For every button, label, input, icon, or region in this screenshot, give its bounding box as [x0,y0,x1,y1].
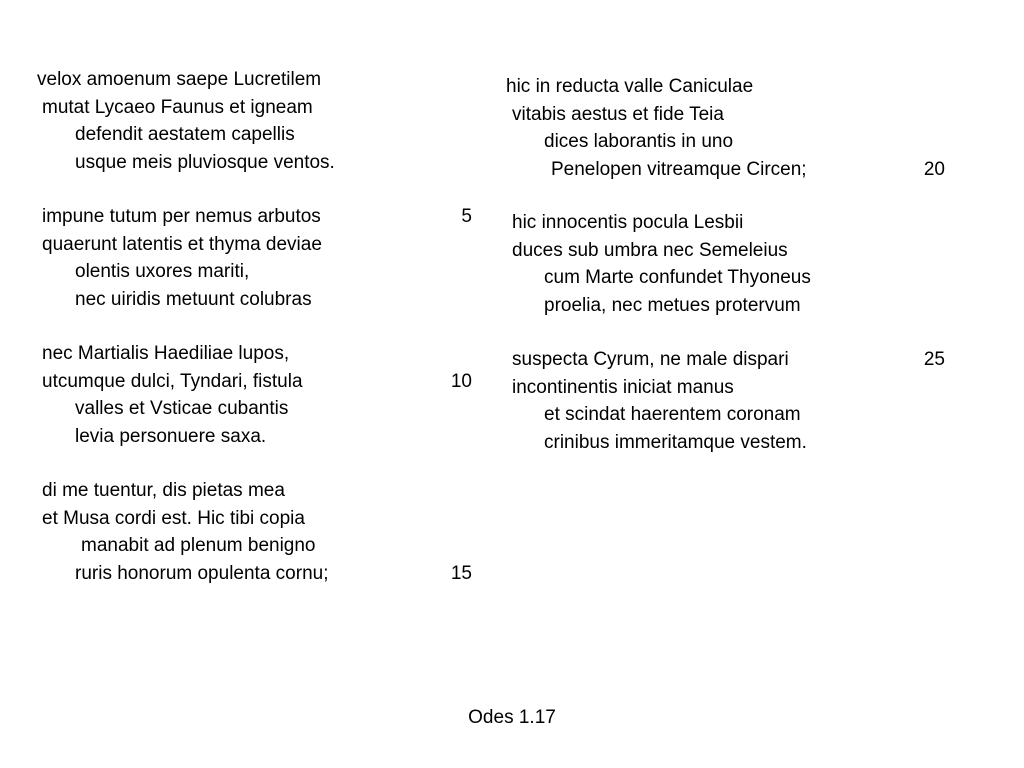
verse-line-text: manabit ad plenum benigno [81,535,316,556]
verse-line-text: impune tutum per nemus arbutos [42,206,321,227]
line-number: 10 [450,370,472,392]
verse-line-text: cum Marte confundet Thyoneus [544,267,811,288]
verse-line [490,209,1024,237]
verse-line-text: mutat Lycaeo Faunus et igneam [42,96,313,118]
line-number: 5 [461,206,472,227]
verse-line [490,264,1024,292]
verse-line-text: proelia, nec metues protervum [544,294,801,316]
verse-line [0,286,490,314]
verse-line-text: velox amoenum saepe Lucretilem [37,69,322,90]
verse-line [490,237,1024,265]
verse-line [0,395,490,423]
verse-line-text: di me tuentur, dis pietas mea [42,480,285,501]
verse-line [0,505,490,533]
verse-line-text: incontinentis iniciat manus [512,376,734,398]
verse-line [490,401,1024,429]
verse-line-text: ruris honorum opulenta cornu; [75,562,329,584]
verse-line [490,374,1024,402]
verse-line-text: suspecta Cyrum, ne male dispari [512,349,789,370]
verse-line [0,121,490,149]
verse-line-text: hic in reducta valle Caniculae [506,76,754,97]
verse-line [0,340,490,368]
verse-line [0,477,490,505]
line-number: 15 [450,562,472,584]
verse-line-text: valles et Vsticae cubantis [75,398,289,419]
line-number: 20 [923,158,945,180]
poem-source-caption: Odes 1.17 [468,707,556,728]
verse-line [490,128,1024,156]
verse-line [0,368,490,396]
verse-line-text: nec Martialis Haediliae lupos, [42,343,290,364]
line-number: 25 [923,349,945,370]
verse-line-text: nec uiridis metuunt colubras [75,288,312,310]
verse-line [0,231,490,259]
verse-line [0,423,490,451]
verse-line-text: defendit aestatem capellis [75,124,295,145]
verse-line [0,560,490,588]
verse-line-text: duces sub umbra nec Semeleius [512,239,788,261]
verse-line-text: utcumque dulci, Tyndari, fistula [42,370,303,392]
verse-line-text: et Musa cordi est. Hic tibi copia [42,507,305,529]
verse-line-text: Penelopen vitreamque Circen; [551,158,807,180]
verse-line [490,73,1024,101]
verse-line [490,156,1024,184]
verse-line [0,258,490,286]
verse-line-text: dices laborantis in uno [544,131,734,152]
verse-line-text: crinibus immeritamque vestem. [544,431,807,453]
verse-line [0,532,490,560]
verse-line [490,292,1024,320]
verse-line-text: usque meis pluviosque ventos. [75,151,335,173]
verse-line [0,149,490,177]
verse-line [490,429,1024,457]
verse-line-text: hic innocentis pocula Lesbii [512,212,744,233]
verse-line-text: levia personuere saxa. [75,425,267,447]
verse-line-text: olentis uxores mariti, [75,261,250,282]
verse-line-text: vitabis aestus et fide Teia [512,103,724,125]
verse-line [0,203,490,231]
verse-line [0,94,490,122]
verse-line-text: et scindat haerentem coronam [544,404,801,425]
verse-line [490,101,1024,129]
verse-line [490,346,1024,374]
verse-line [0,66,490,94]
verse-line-text: quaerunt latentis et thyma deviae [42,233,322,255]
